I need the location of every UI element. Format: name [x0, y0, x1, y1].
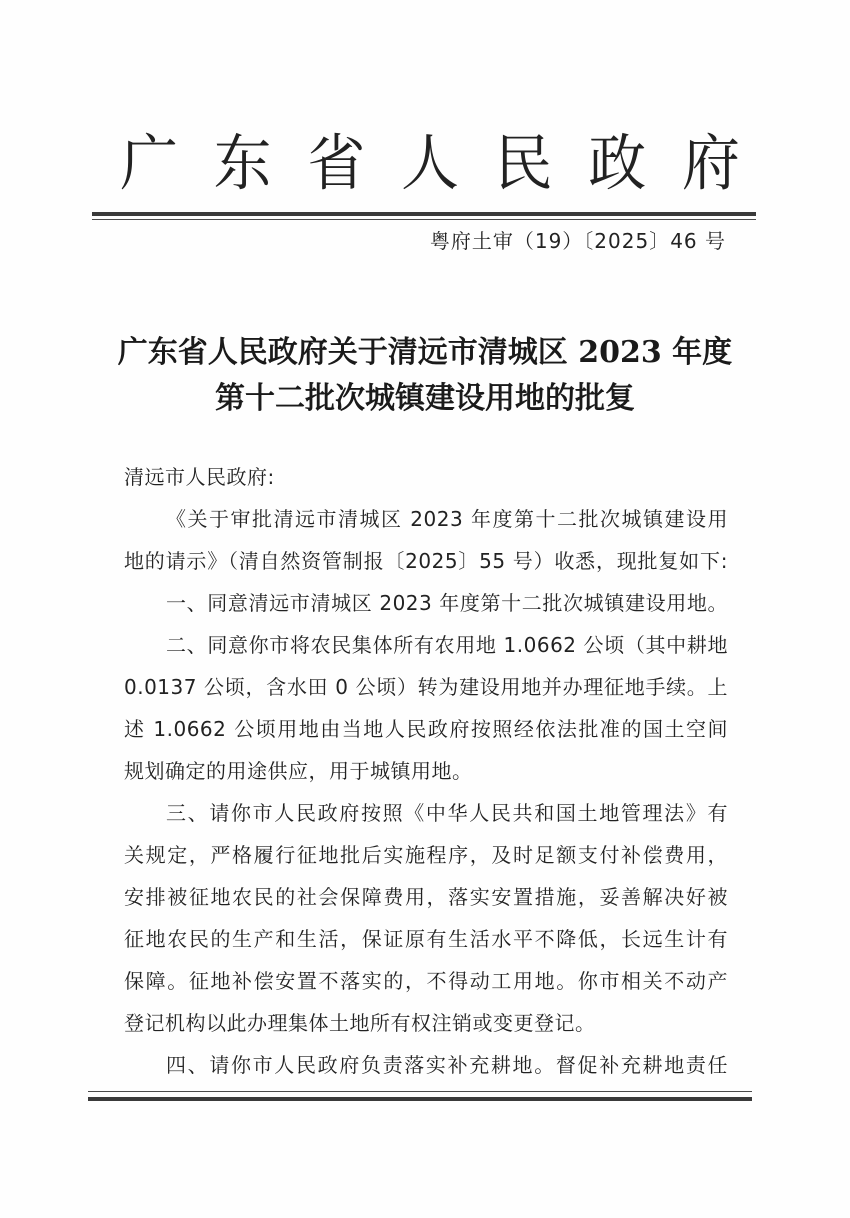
- document-title-line-1: 广东省人民政府关于清远市清城区 2023 年度: [117, 335, 733, 370]
- document-number: 粤府土审（19）〔2025〕46 号: [429, 229, 726, 253]
- masthead-char: 府: [681, 127, 740, 199]
- body-line: 关规定，严格履行征地批后实施程序，及时足额支付补偿费用，: [124, 843, 728, 867]
- body-line: 0.0137 公顷，含水田 0 公顷）转为建设用地并办理征地手续。上: [124, 675, 728, 699]
- body-line: 《关于审批清远市清城区 2023 年度第十二批次城镇建设用: [166, 507, 728, 531]
- body-line: 述 1.0662 公顷用地由当地人民政府按照经依法批准的国土空间: [124, 717, 728, 741]
- masthead-char: 广: [120, 127, 179, 199]
- header-rule-thick: [92, 212, 756, 216]
- header-rule-thin: [92, 219, 756, 220]
- masthead-char: 省: [307, 127, 366, 199]
- body-line: 四、请你市人民政府负责落实补充耕地。督促补充耕地责任: [166, 1053, 728, 1077]
- masthead-government-name: [120, 128, 740, 198]
- footer-rule-thick: [88, 1097, 752, 1101]
- body-line: 征地农民的生产和生活，保证原有生活水平不降低，长远生计有: [124, 927, 728, 951]
- document-title-line-2: 第十二批次城镇建设用地的批复: [215, 381, 635, 416]
- masthead-char: 人: [400, 127, 459, 199]
- body-line: 二、同意你市将农民集体所有农用地 1.0662 公顷（其中耕地: [166, 633, 728, 657]
- body-line: 一、同意清远市清城区 2023 年度第十二批次城镇建设用地。: [166, 591, 728, 615]
- body-line: 保障。征地补偿安置不落实的，不得动工用地。你市相关不动产: [124, 969, 728, 993]
- body-line: 地的请示》（清自然资管制报〔2025〕55 号）收悉，现批复如下:: [124, 549, 728, 573]
- body-line: 三、请你市人民政府按照《中华人民共和国土地管理法》有: [166, 801, 728, 825]
- document-title: [100, 330, 750, 422]
- masthead-char: 政: [588, 127, 647, 199]
- body-line: 规划确定的用途供应，用于城镇用地。: [124, 759, 473, 783]
- body-line: 登记机构以此办理集体土地所有权注销或变更登记。: [124, 1011, 596, 1035]
- footer-rule-thin: [88, 1091, 752, 1092]
- document-body: [124, 456, 728, 1086]
- body-line: 安排被征地农民的社会保障费用，落实安置措施，妥善解决好被: [124, 885, 728, 909]
- masthead-char: 民: [494, 127, 553, 199]
- salutation: 清远市人民政府:: [124, 465, 275, 489]
- masthead-char: 东: [213, 127, 272, 199]
